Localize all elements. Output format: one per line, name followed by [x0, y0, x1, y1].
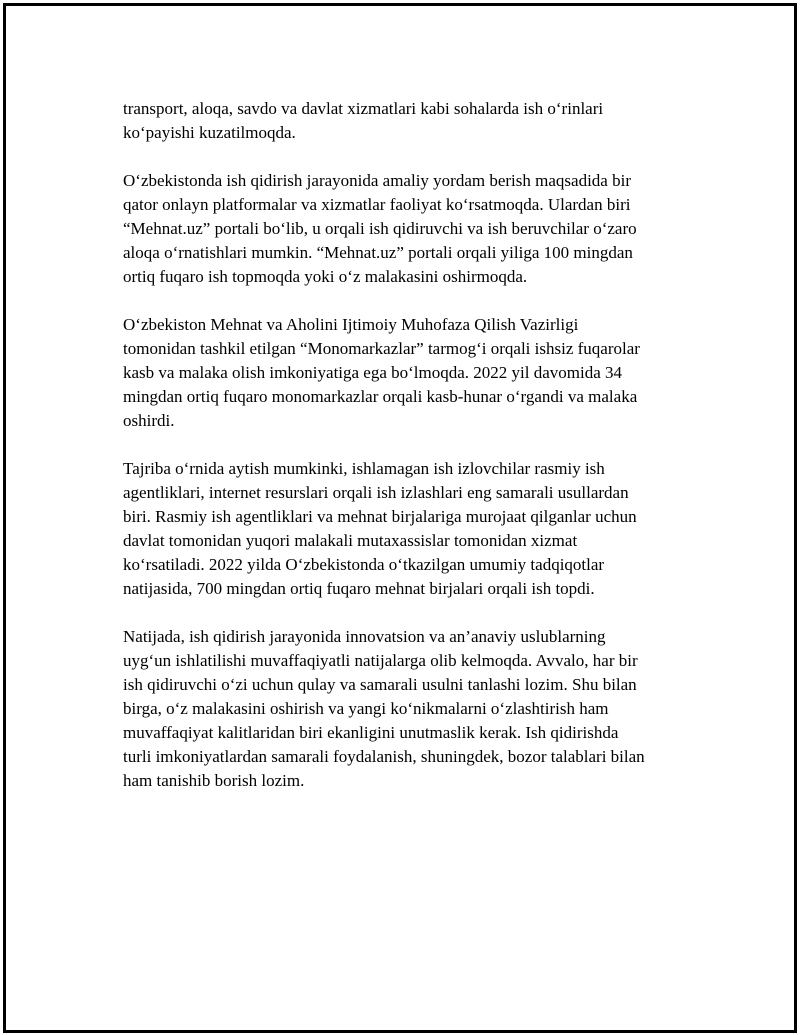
text-line: ham tanishib borish lozim.: [123, 771, 305, 790]
paragraph-5: [123, 625, 693, 793]
text-line: Oʻzbekistonda ish qidirish jarayonida amaliy yordam berish maqsadida bir: [123, 171, 631, 190]
text-line: “Mehnat.uz” portali boʻlib, u orqali ish qidiruvchi va ish beruvchilar oʻzaro: [123, 219, 637, 238]
text-line: koʻrsatiladi. 2022 yilda Oʻzbekistonda oʻtkazilgan umumiy tadqiqotlar: [123, 555, 605, 574]
text-line: tomonidan tashkil etilgan “Monomarkazlar” tarmogʻi orqali ishsiz fuqarolar: [123, 339, 640, 358]
text-line: biri. Rasmiy ish agentliklari va mehnat birjalariga murojaat qilganlar uchun: [123, 507, 637, 526]
document-body: [123, 97, 693, 817]
text-line: natijasida, 700 mingdan ortiq fuqaro mehnat birjalari orqali ish topdi.: [123, 579, 595, 598]
text-line: qator onlayn platformalar va xizmatlar faoliyat koʻrsatmoqda. Ulardan biri: [123, 195, 631, 214]
text-line: uygʻun ishlatilishi muvaffaqiyatli natijalarga olib kelmoqda. Avvalo, har bir: [123, 651, 638, 670]
text-line: transport, aloqa, savdo va davlat xizmatlari kabi sohalarda ish oʻrinlari: [123, 99, 604, 118]
text-line: oshirdi.: [123, 411, 175, 430]
text-line: muvaffaqiyat kalitlaridan biri ekanligini unutmaslik kerak. Ish qidirishda: [123, 723, 619, 742]
text-line: Tajriba oʻrnida aytish mumkinki, ishlamagan ish izlovchilar rasmiy ish: [123, 459, 605, 478]
paragraph-4: [123, 457, 693, 601]
text-line: birga, oʻz malakasini oshirish va yangi koʻnikmalarni oʻzlashtirish ham: [123, 699, 609, 718]
text-line: ish qidiruvchi oʻzi uchun qulay va samarali usulni tanlashi lozim. Shu bilan: [123, 675, 637, 694]
text-line: turli imkoniyatlardan samarali foydalanish, shuningdek, bozor talablari bilan: [123, 747, 645, 766]
paragraph-3: [123, 313, 693, 433]
text-line: kasb va malaka olish imkoniyatiga ega boʻlmoqda. 2022 yil davomida 34: [123, 363, 623, 382]
text-line: Natijada, ish qidirish jarayonida innovatsion va an’anaviy uslublarning: [123, 627, 606, 646]
text-line: agentliklari, internet resurslari orqali ish izlashlari eng samarali usullardan: [123, 483, 629, 502]
text-line: Oʻzbekiston Mehnat va Aholini Ijtimoiy Muhofaza Qilish Vazirligi: [123, 315, 579, 334]
text-line: ortiq fuqaro ish topmoqda yoki oʻz malakasini oshirmoqda.: [123, 267, 528, 286]
text-line: aloqa oʻrnatishlari mumkin. “Mehnat.uz” portali orqali yiliga 100 mingdan: [123, 243, 633, 262]
text-line: davlat tomonidan yuqori malakali mutaxassislar tomonidan xizmat: [123, 531, 578, 550]
text-line: mingdan ortiq fuqaro monomarkazlar orqali kasb-hunar oʻrgandi va malaka: [123, 387, 638, 406]
paragraph-1: [123, 97, 693, 145]
page-frame: [3, 3, 797, 1033]
paragraph-2: [123, 169, 693, 289]
text-line: koʻpayishi kuzatilmoqda.: [123, 123, 296, 142]
